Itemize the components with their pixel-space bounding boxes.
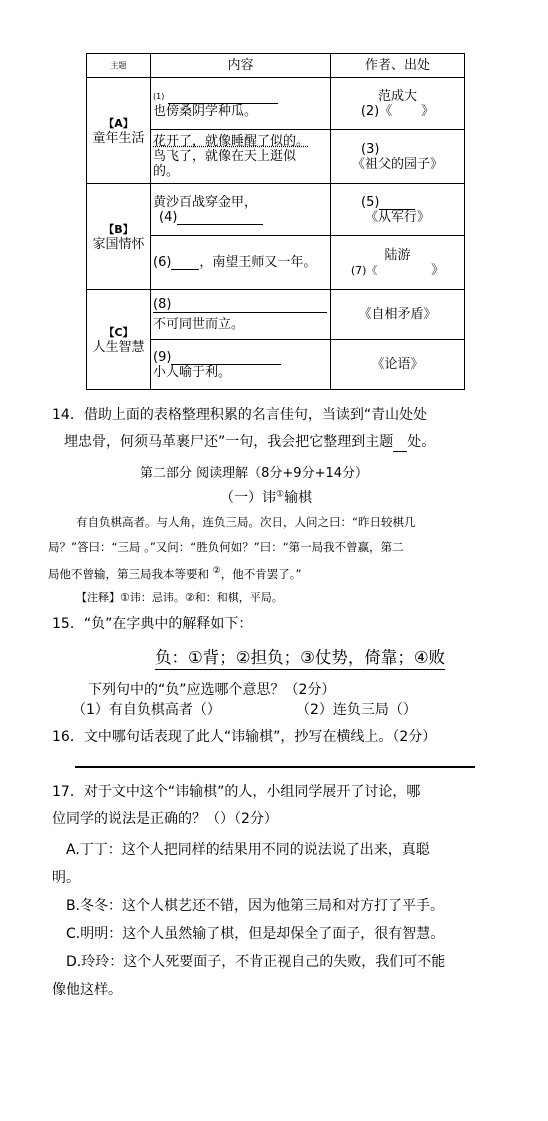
q17-option-b[interactable]: B.冬冬：这个人棋艺还不错，因为他第三局和对方打了平手。: [66, 898, 445, 914]
q14-line2: 埋忠骨，何须马革裹尸还”一句，我会把它整理到主题 处。: [64, 434, 436, 450]
theme-a: [87, 78, 151, 184]
story-p2: 局？”答曰：“三局 。”又问：“胜负何如？”曰：“第一局我不曾赢，第二: [48, 540, 404, 554]
part2-heading: 第二部分 阅读理解（8分+9分+14分）: [140, 466, 369, 481]
content-b1: 黄沙百战穿金甲， (4): [151, 184, 331, 236]
q14-line1: 14．借助上面的表格整理积累的名言佳句，当读到“青山处处: [52, 407, 428, 423]
q14-blank[interactable]: [393, 451, 407, 452]
header-content: 内容: [151, 54, 331, 78]
content-a1: $^{(1)}$ 也傍桑阴学种瓜。: [151, 78, 331, 130]
blank-8[interactable]: (8): [153, 297, 327, 313]
q15-dict: 负：①背；②担负；③仗势，倚靠；④败: [155, 644, 445, 670]
q17-line2: 位同学的说法是正确的？（）（2分）: [52, 811, 278, 827]
q17-option-c[interactable]: C.明明：这个人虽然输了棋，但是却保全了面子，很有智慧。: [66, 926, 445, 942]
story-note: 【注释】①讳：忌讳。②和：和棋，平局。: [76, 591, 283, 604]
source-b1: (5) 《从军行》: [331, 184, 465, 236]
q15-opt2[interactable]: （2）连负三局（）: [296, 702, 417, 718]
theme-a-name: 童年生活: [92, 130, 145, 146]
source-a1: 范成大 (2)《 》: [331, 78, 465, 130]
theme-c-tag: 【C】: [103, 325, 134, 339]
header-source: 作者、出处: [331, 54, 465, 78]
source-c2: 《论语》: [331, 340, 465, 390]
q17-line1: 17．对于文中这个“讳输棋”的人，小组同学展开了讨论，哪: [52, 784, 421, 800]
q16-line1: 16．文中哪句话表现了此人“讳输棋”，抄写在横线上。（2分）: [52, 729, 437, 745]
source-b2: 陆游 (7)《 》: [331, 236, 465, 290]
theme-c-name: 人生智慧: [92, 339, 145, 355]
story-p1: 有自负棋高者。与人角，连负三局。次日，人问之曰：“昨日较棋几: [76, 515, 416, 529]
theme-a-tag: 【A】: [103, 116, 134, 130]
blank-4[interactable]: [177, 224, 263, 225]
literature-table: [86, 53, 465, 390]
q17-option-a-cont: 明。: [52, 870, 80, 886]
theme-b-tag: 【B】: [103, 222, 134, 236]
q17-option-d[interactable]: D.玲玲：这个人死要面子，不肯正视自己的失败，我们可不能: [66, 954, 446, 970]
source-c1: 《自相矛盾》: [331, 290, 465, 340]
theme-c: [87, 290, 151, 390]
q15-line1: 15．“负”在字典中的解释如下：: [52, 616, 253, 632]
content-b2: (6) ，南望王师又一年。: [151, 236, 331, 290]
theme-b: [87, 184, 151, 290]
header-theme: 主题: [87, 54, 151, 78]
content-a2: 花开了，就像睡醒了似的。 鸟飞了，就像在天上逛似 的。: [151, 130, 331, 184]
story-p3: 局他不曾输，第三局我本等要和 ②，他不肯罢了。”: [48, 566, 302, 581]
q17-option-a[interactable]: A.丁丁：这个人把同样的结果用不同的说法说了出来，真聪: [66, 842, 430, 858]
story-title: （一）讳①输棋: [220, 489, 313, 506]
content-c1: (8) 不可同世而立。: [151, 290, 331, 340]
q15-opt1[interactable]: （1）有自负棋高者（）: [72, 702, 221, 718]
source-a2: (3) 《祖父的园子》: [331, 130, 465, 184]
q16-answer-line[interactable]: [75, 766, 475, 768]
q17-option-d-cont: 像他这样。: [52, 982, 122, 998]
theme-b-name: 家国情怀: [92, 236, 145, 252]
q15-line2: 下列句中的“负”应选哪个意思？（2分）: [88, 682, 336, 698]
content-c2: (9) 小人喻于利。: [151, 340, 331, 390]
blank-6[interactable]: [171, 269, 199, 270]
